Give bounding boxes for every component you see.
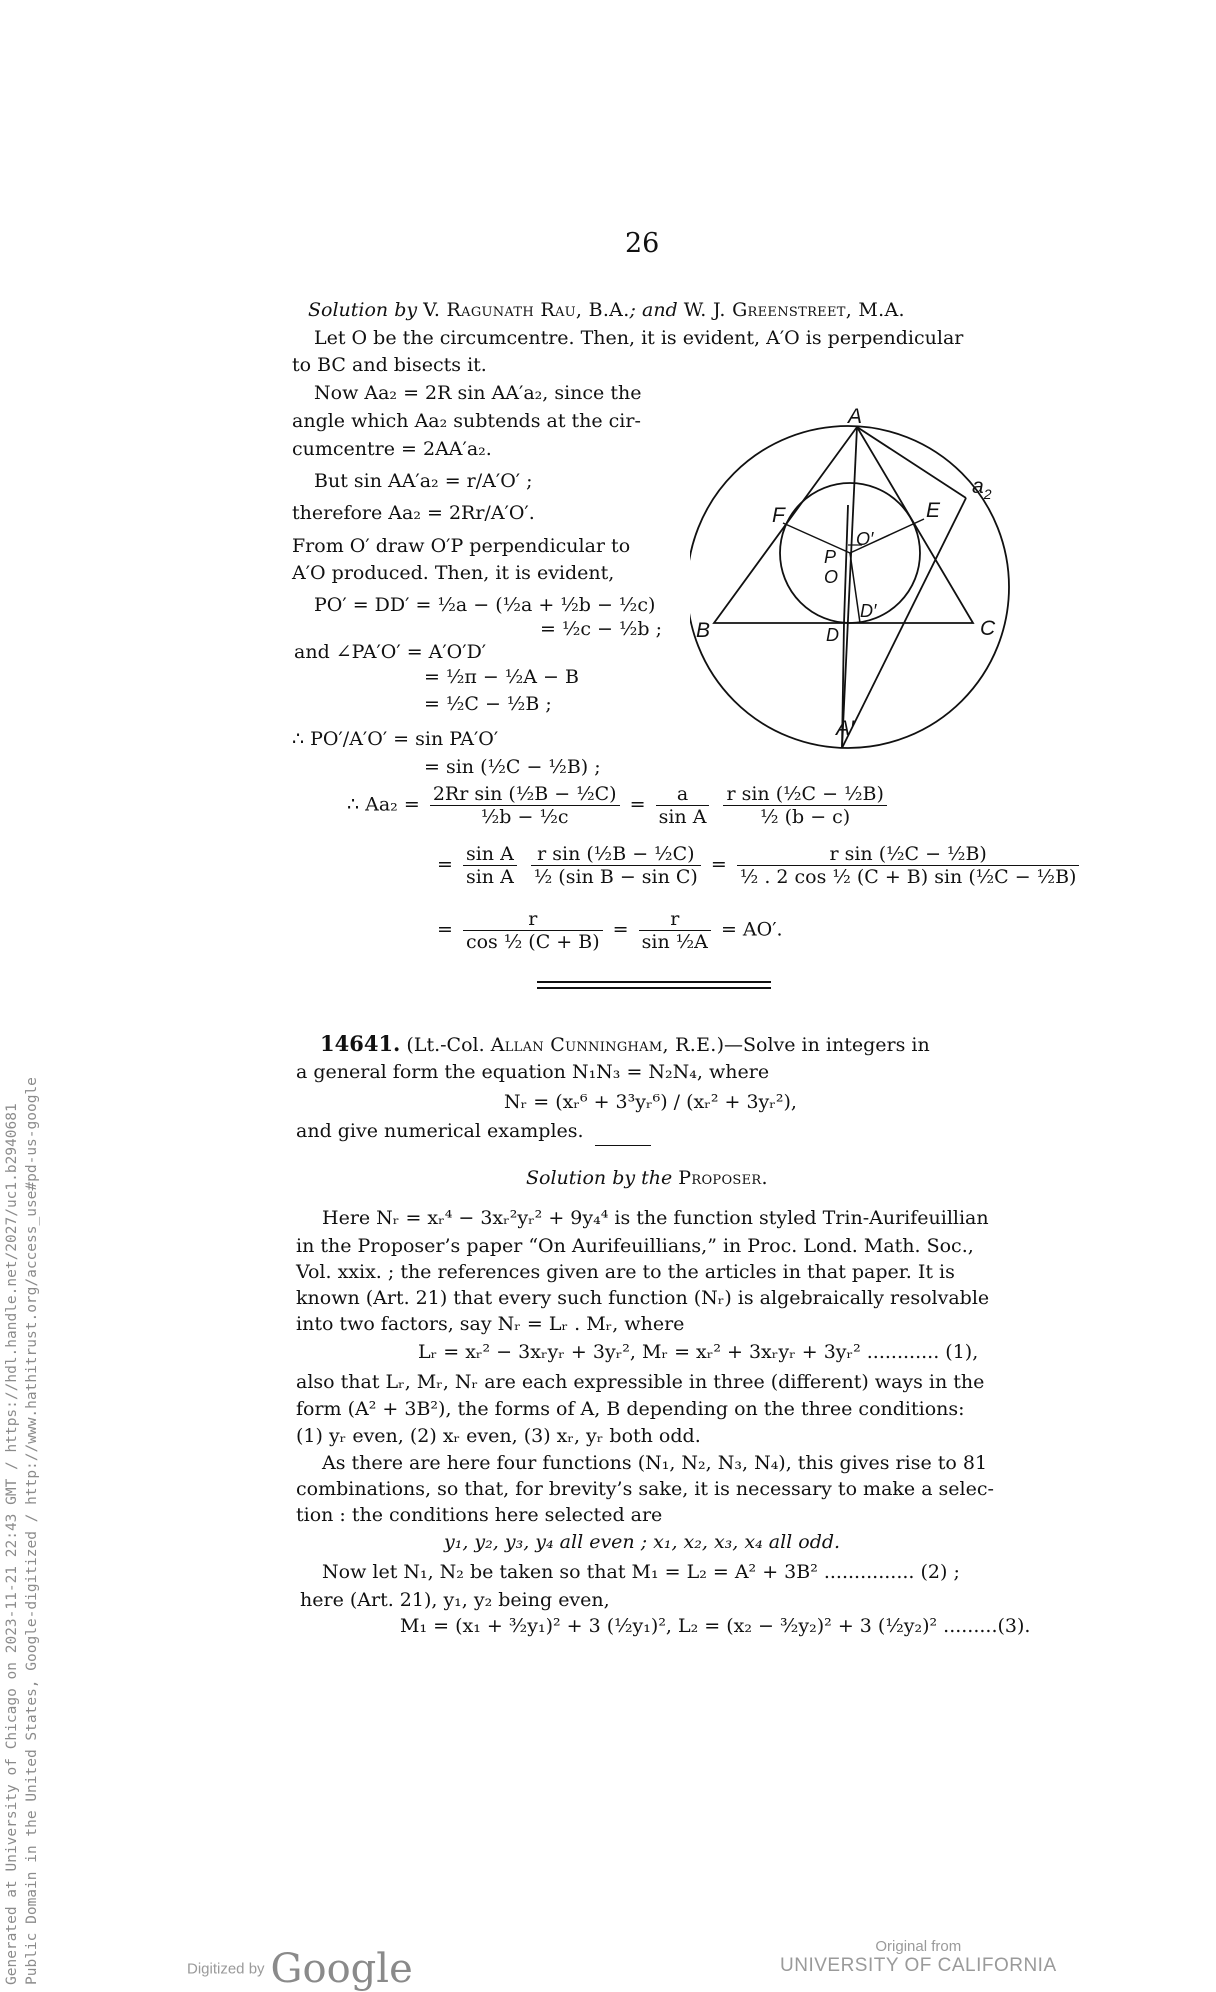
fraction [430,783,620,828]
fraction-numerator: 2Rr sin (½B − ½C) [430,783,620,806]
text-line: Here Nᵣ = xᵣ⁴ − 3xᵣ²yᵣ² + 9y₄⁴ is the function styled Trin-Aurifeuillian [322,1207,989,1229]
text-line: Vol. xxix. ; the references given are to the articles in that paper. It is [296,1261,955,1283]
equation-line: Lᵣ = xᵣ² − 3xᵣyᵣ + 3yᵣ², Mᵣ = xᵣ² + 3xᵣyᵣ + 3yᵣ² ............ (1), [418,1341,979,1363]
eq-tail: = AO′. [720,918,783,941]
text-line: cumcentre = 2AA′a₂. [292,438,492,460]
fraction [639,908,711,953]
text-line: form (A² + 3B²), the forms of A, B depending on the three conditions: [296,1398,965,1420]
text-line: Let O be the circumcentre. Then, it is evident, A′O is perpendicular [314,327,964,349]
text-line: (1) yᵣ even, (2) xᵣ even, (3) xᵣ, yᵣ both odd. [296,1425,701,1447]
fraction [656,783,710,828]
text-line: in the Proposer’s paper “On Aurifeuillians,” in Proc. Lond. Math. Soc., [296,1235,974,1257]
solution-heading [526,1164,768,1192]
fraction [463,843,517,888]
text-line: and give numerical examples. [296,1120,584,1142]
solution-heading-label: Solution by the [526,1167,673,1189]
solution-heading-proposer: Proposer. [678,1167,768,1189]
proposer-name: Allan Cunningham, R.E. [490,1034,717,1056]
author-1: V. Ragunath Rau, B.A. [423,299,630,321]
fraction-numerator: r [639,908,711,931]
digitized-label: Digitized by [187,1960,265,1978]
geometry-figure [690,405,1020,750]
text-line: PO′ = DD′ = ½a − (½a + ½b − ½c) [314,594,656,616]
label-o: O [824,567,839,587]
fraction-denominator: cos ½ (C + B) [465,931,600,953]
equals-sign: = [629,793,646,816]
fraction [737,843,1080,888]
problem-header [320,1030,930,1059]
fraction-denominator: ½ (b − c) [760,806,851,828]
text-line: a general form the equation N₁N₃ = N₂N₄, where [296,1061,770,1083]
label-a2 [972,475,992,502]
text-line: here (Art. 21), y₁, y₂ being even, [300,1589,610,1611]
text-line: tion : the conditions here selected are [296,1504,663,1526]
radius-o1-d1 [850,553,860,623]
text-line: angle which Aa₂ subtends at the cir- [292,410,641,432]
line-d-o [844,505,848,623]
fraction-denominator: sin ½A [641,931,708,953]
eq-lhs: ∴ Aa₂ = [347,793,420,816]
text-line: known (Art. 21) that every such function (Nᵣ) is algebraically resolvable [296,1287,990,1309]
solution-by-label: Solution by [308,299,418,321]
text-line: Now Aa₂ = 2R sin AA′a₂, since the [314,382,642,404]
label-a: A [848,405,863,428]
fraction [531,843,701,888]
text-line: But sin AA′a₂ = r/A′O′ ; [314,470,533,492]
label-o-prime: O′ [856,529,874,549]
equals-sign: = [710,853,727,876]
text-line: to BC and bisects it. [292,354,487,376]
text-line: A′O produced. Then, it is evident, [292,562,615,584]
margin-provenance [2,1077,42,1985]
label-b: B [696,619,711,642]
original-from [780,1938,1057,1977]
label-a2-sub: 2 [983,486,992,502]
label-a2-base: a [972,475,984,498]
fraction-denominator: sin A [658,806,707,828]
fraction-numerator: sin A [463,843,517,866]
text-line: therefore Aa₂ = 2Rr/A′O′. [292,502,535,524]
text-line: = ½c − ½b ; [540,618,663,640]
fraction-numerator: r sin (½B − ½C) [531,843,701,866]
margin-line-1: Generated at University of Chicago on 2023-11-21 22:43 GMT / https://hdl.handle.net/2027/uc1.b2940681 [4,1103,20,1985]
text-line: From O′ draw O′P perpendicular to [292,535,631,557]
equals-sign: = [437,853,453,876]
digitized-by [187,1946,413,1992]
text-line: into two factors, say Nᵣ = Lᵣ . Mᵣ, where [296,1313,685,1335]
original-from-label: Original from [875,1938,962,1955]
text-line: also that Lᵣ, Mᵣ, Nᵣ are each expressible in three (different) ways in the [296,1371,985,1393]
text-line: = ½π − ½A − B [424,666,579,688]
author-2: W. J. Greenstreet, M.A. [683,299,905,321]
text-line: combinations, so that, for brevity’s sake, it is necessary to make a selec- [296,1478,994,1500]
fraction-numerator: a [656,783,710,806]
fraction [723,783,886,828]
conditions-line: y₁, y₂, y₃, y₄ all even ; x₁, x₂, x₃, x₄ all odd. [444,1531,841,1553]
and-label: ; and [629,299,678,321]
text-line: ∴ PO′/A′O′ = sin PA′O′ [292,728,499,750]
problem-number: 14641. [320,1031,401,1056]
separator-rule-top [537,981,771,983]
equation-row-1 [347,783,891,828]
label-d: D [826,625,839,645]
equation-row-2 [437,843,1083,888]
separator-rule-bottom [537,987,771,989]
fraction-denominator: sin A [465,866,514,888]
fraction-denominator: ½b − ½c [480,806,569,828]
proposer-open: (Lt.-Col. [406,1034,485,1056]
equals-sign: = [612,918,629,941]
label-e: E [926,499,941,522]
problem-text: )—Solve in integers in [716,1034,930,1056]
text-line: and ∠PA′O′ = A′O′D′ [294,641,487,663]
label-p: P [824,547,837,567]
text-line: = ½C − ½B ; [424,693,552,715]
label-d-prime: D′ [860,601,877,621]
equation-row-3 [437,908,783,953]
equals-sign: = [437,918,453,941]
label-f: F [772,504,785,527]
page-number: 26 [625,228,660,259]
radius-o1-f [783,523,850,553]
university-name: UNIVERSITY OF CALIFORNIA [780,1955,1057,1976]
equation-line: Nᵣ = (xᵣ⁶ + 3³yᵣ⁶) / (xᵣ² + 3yᵣ²), [504,1091,797,1113]
short-rule [595,1145,651,1146]
text-line: As there are here four functions (N₁, N₂, N₃, N₄), this gives rise to 81 [322,1452,988,1474]
fraction-numerator: r [463,908,603,931]
margin-line-2: Public Domain in the United States, Google-digitized / http://www.hathitrust.org/access_use#pd-us-google [24,1077,40,1985]
solution-byline [308,296,905,324]
fraction-denominator: ½ . 2 cos ½ (C + B) sin (½C − ½B) [739,866,1077,888]
text-line: Now let N₁, N₂ be taken so that M₁ = L₂ = A² + 3B² ............... (2) ; [322,1561,960,1583]
equation-line: M₁ = (x₁ + ³⁄₂y₁)² + 3 (½y₁)², L₂ = (x₂ − ³⁄₂y₂)² + 3 (½y₂)² .........(3). [400,1615,1031,1637]
fraction [463,908,603,953]
fraction-numerator: r sin (½C − ½B) [737,843,1080,866]
google-logo: Google [270,1946,413,1992]
fraction-numerator: r sin (½C − ½B) [723,783,886,806]
text-line: = sin (½C − ½B) ; [424,756,601,778]
fraction-denominator: ½ (sin B − sin C) [533,866,698,888]
label-a-prime: A′ [836,717,854,740]
label-c: C [980,617,996,640]
